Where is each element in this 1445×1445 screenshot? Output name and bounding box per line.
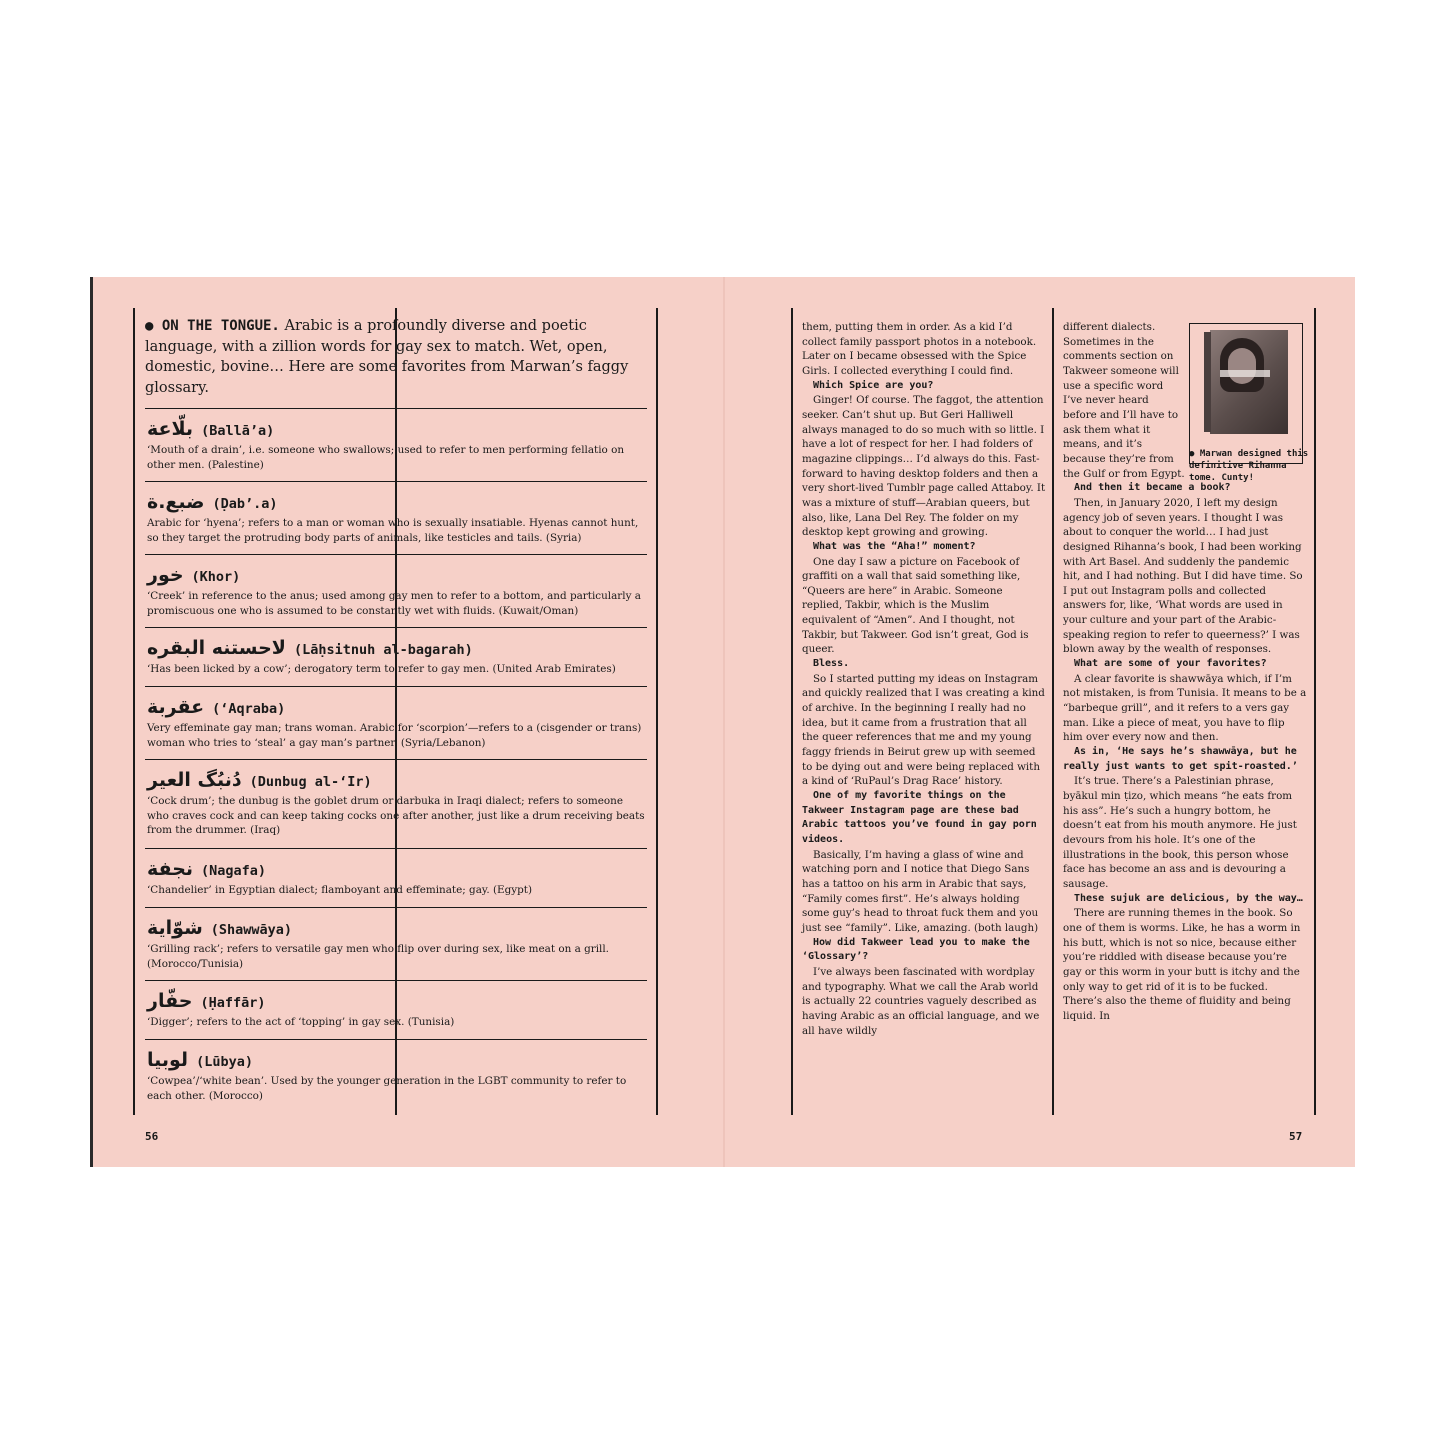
intro-body: Arabic is a profoundly diverse and poetic language, with a zillion words for gay sex to match. Wet, open, domestic, bovine… Here are some favorites from Marwan’s faggy glossary. (145, 318, 629, 396)
transliteration: (Lūbya) (196, 1054, 253, 1070)
entry-definition: Arabic for ‘hyena’; refers to a man or woman who is sexually insatiable. Hyenas cannot hunt, so they target the protruding body parts of animals, like testicles and tails. (Syria) (147, 517, 639, 544)
book-cover-title (1220, 370, 1270, 377)
intro-lead: ● ON THE TONGUE. (145, 318, 280, 334)
interview-column-a (802, 320, 1046, 1038)
interview-question: What are some of your favorites? (1074, 658, 1267, 670)
transliteration: (‘Aqraba) (212, 701, 286, 717)
glossary-entry (145, 686, 647, 759)
column-rule-left-page-outer (133, 308, 135, 1115)
interview-question: What was the “Aha!” moment? (813, 540, 976, 552)
entry-heading (147, 990, 647, 1012)
entry-definition: ‘Creek’ in reference to the anus; used among gay men to refer to a bottom, and particularly a promiscuous one who is assumed to be constantly wet with fluids. (Kuwait/Oman) (147, 590, 641, 617)
entry-heading (147, 769, 647, 791)
entry-heading (147, 696, 647, 718)
arabic-term: ضبع.ة (147, 491, 205, 513)
interview-answer: them, putting them in order. As a kid I’d collect family passport photos in a notebook. Later on I became obsessed with the Spice Girls. I collected everything I could find. (802, 321, 1037, 377)
arabic-term: بلّاعة (147, 418, 194, 440)
arabic-term: لوبيا (147, 1049, 189, 1071)
transliteration: (Ballā’a) (201, 423, 275, 439)
transliteration: (Ḥaffār) (200, 995, 266, 1011)
glossary-entry (145, 554, 647, 627)
column-rule-right-page-center (1052, 308, 1054, 1115)
entry-definition: ‘Has been licked by a cow’; derogatory term to refer to gay men. (United Arab Emirates) (147, 663, 616, 675)
entry-definition: ‘Grilling rack’; refers to versatile gay men who flip over during sex, like meat on a grill. (Morocco/Tunisia) (147, 943, 609, 970)
entry-definition: ‘Cowpea’/‘white bean’. Used by the younger generation in the LGBT community to refer to each other. (Morocco) (147, 1075, 627, 1102)
entry-heading (147, 858, 647, 880)
book-cover-face (1228, 348, 1256, 384)
glossary-intro (145, 316, 645, 398)
interview-question: Bless. (813, 658, 850, 670)
entry-heading (147, 637, 647, 659)
transliteration: (Nagafa) (201, 863, 267, 879)
interview-question: These sujuk are delicious, by the way… (1074, 892, 1303, 904)
glossary-entry (145, 759, 647, 848)
entry-heading (147, 491, 647, 513)
entry-heading (147, 1049, 647, 1071)
glossary-entry (145, 848, 647, 907)
rihanna-book-image (1189, 323, 1303, 464)
interview-answer: One day I saw a picture on Facebook of graffiti on a wall that said something like, “Queers are here” in Arabic. Someone replied, Takbir, which is the Muslim equivalent of “Amen”. And I thought, not Takbir, but Takweer. God isn’t great, God is queer. (802, 555, 1029, 656)
interview-question: Which Spice are you? (813, 379, 934, 391)
transliteration: (Shawwāya) (210, 922, 293, 938)
transliteration: (Dunbug al-‘Ir) (249, 774, 372, 790)
arabic-term: خور (147, 564, 184, 586)
arabic-term: نجفة (147, 858, 194, 880)
glossary-list (145, 408, 647, 1112)
interview-answer: Basically, I’m having a glass of wine and watching porn and I notice that Diego Sans has a tattoo on his arm in Arabic that says, “Family comes first”. He’s always holding some guy’s head to throat fuck them and you just see “family”. Like, amazing. (both laugh) (802, 848, 1039, 934)
entry-heading (147, 917, 647, 939)
entry-heading (147, 418, 647, 440)
interview-answer: I’ve always been fascinated with wordplay and typography. What we call the Arab world is actually 22 countries vaguely described as having Arabic as an official language, and we all have wildly (802, 965, 1040, 1037)
column-rule-left-page-inner (656, 308, 658, 1115)
interview-answer: Ginger! Of course. The faggot, the attention seeker. Can’t shut up. But Geri Halliwell always managed to do so much with so little. I have a lot of respect for her. I had folders of magazine clippings… I’d always do this. Fast-forward to having desktop folders and then a very short-lived Tumblr page called Attaboy. It was a mixture of stuff—Arabian queers, but also, like, Lana Del Rey. The folder on my desktop kept growing and growing. (802, 394, 1046, 539)
column-b-opening: different dialects. Sometimes in the comments section on Takweer someone will use a specific word I’ve never heard before and I’ll have to ask them what it means, and it’s because they’re from the Gulf or from Egypt. (1063, 321, 1185, 480)
interview-answer: So I started putting my ideas on Instagram and quickly realized that I was creating a kind of archive. In the beginning I really had no idea, but it came from a frustration that all the queer references that me and my young faggy friends in Beirut grew up with seemed to be dying out and were being replaced with a kind of ‘RuPaul’s Drag Race’ history. (802, 672, 1045, 788)
interview-question: As in, ‘He says he’s shawwāya, but he really just wants to get spit-roasted.’ (1063, 746, 1298, 772)
glossary-entry (145, 408, 647, 481)
image-caption: ● Marwan designed this definitive Rihanna tome. Cunty! (1189, 449, 1309, 483)
arabic-term: حفّار (147, 990, 193, 1012)
arabic-term: شوّاية (147, 917, 203, 939)
glossary-entry (145, 980, 647, 1039)
book-spine (1204, 332, 1211, 432)
transliteration: (Ḍab’.a) (212, 496, 278, 512)
glossary-entry (145, 1039, 647, 1112)
interview-answer: A clear favorite is shawwāya which, if I’m not mistaken, is from Tunisia. It means to be a “barbeque grill”, and it refers to a vers gay man. Like a piece of meat, you have to flip him over every now and then. (1063, 672, 1307, 744)
column-rule-right-page-inner (791, 308, 793, 1115)
entry-definition: ‘Mouth of a drain’, i.e. someone who swallows; used to refer to men performing fellatio on other men. (Palestine) (147, 444, 625, 471)
page-number-left: 56 (145, 1130, 159, 1143)
page-number-right: 57 (1289, 1130, 1303, 1143)
interview-answer: There are running themes in the book. So one of them is worms. Like, he has a worm in his butt, which is not so nice, because either you’re riddled with disease because you’re gay or this worm in your butt is itchy and the only way to get rid of it is to be fucked. There’s also the theme of fluidity and being liquid. In (1063, 907, 1301, 1022)
transliteration: (Khor) (191, 569, 241, 585)
center-gutter (723, 277, 725, 1167)
interview-answer: It’s true. There’s a Palestinian phrase, byākul min ṭizo, which means “he eats from his ass”. He’s such a hungry bottom, he doesn’t eat from his mouth anymore. He just devours from his hole. It’s one of the illustrations in the book, this person whose face has become an ass and is devouring a sausage. (1063, 775, 1297, 890)
entry-definition: ‘Cock drum’; the dunbug is the goblet drum or darbuka in Iraqi dialect; refers to someone who craves cock and can keep taking cocks one after another, just like a drum receiving beats from the drummer. (Iraq) (147, 795, 645, 837)
interview-question: One of my favorite things on the Takweer Instagram page are these bad Arabic tattoos you’ve found in gay porn videos. (802, 790, 1037, 845)
entry-heading (147, 564, 647, 586)
entry-definition: ‘Chandelier’ in Egyptian dialect; flamboyant and effeminate; gay. (Egypt) (147, 884, 533, 896)
glossary-entry (145, 481, 647, 554)
arabic-term: عقربة (147, 696, 205, 718)
column-rule-right-page-outer (1314, 308, 1316, 1115)
entry-definition: Very effeminate gay man; trans woman. Arabic for ‘scorpion’—refers to a (cisgender or trans) woman who tries to ‘steal’ a gay man’s partner. (Syria/Lebanon) (147, 722, 642, 749)
transliteration: (Lāḥsitnuh al-bagarah) (293, 642, 473, 658)
interview-question: How did Takweer lead you to make the ‘Glossary’? (802, 936, 1030, 963)
arabic-term: لاحستنه البقره (147, 637, 286, 659)
entry-definition: ‘Digger’; refers to the act of ‘topping’ in gay sex. (Tunisia) (147, 1016, 455, 1028)
page-edge (90, 277, 93, 1167)
interview-answer: Then, in January 2020, I left my design agency job of seven years. I thought I was about to conquer the world… I had just designed Rihanna’s book, I had been working with Art Basel. And suddenly the pandemic hit, and I had nothing. But I did have time. So I put out Instagram polls and collected answers for, like, ‘What words are used in your culture and your part of the Arabic-speaking region to refer to queerness?’ I was blown away by the wealth of responses. (1063, 496, 1303, 656)
interview-question: And then it became a book? (1074, 482, 1231, 494)
arabic-term: دُنبُگ العير (147, 769, 242, 791)
glossary-entry (145, 907, 647, 980)
glossary-entry (145, 627, 647, 686)
